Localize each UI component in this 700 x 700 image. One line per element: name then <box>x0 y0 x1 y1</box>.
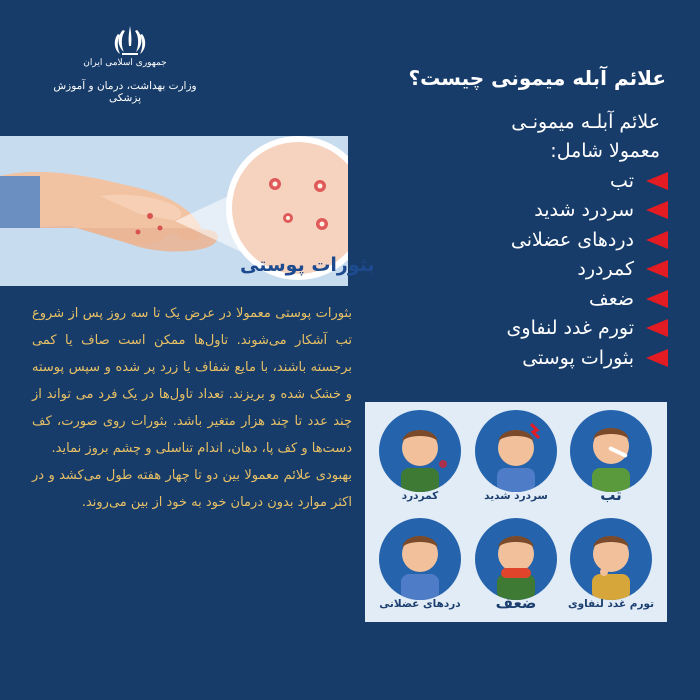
government-name: جمهوری اسلامی ایران <box>83 58 167 68</box>
symptoms-list <box>507 166 668 373</box>
paragraph-recovery: بهبودی علائم معمولا بین دو تا چهار هفته طول می‌کشد و در اکثر موارد بدون درمان خود به خود از بین می‌روند. <box>32 468 352 510</box>
skin-rash-label: بثورات پوستی <box>240 254 375 276</box>
symptom-card-fever <box>570 410 652 492</box>
symptom-item: ضعف <box>507 284 668 314</box>
boy-headache-icon <box>475 410 557 492</box>
symptom-item: تب <box>507 166 668 196</box>
symptom-item: دردهای عضلانی <box>507 225 668 255</box>
card-label-weakness: ضعف <box>495 594 537 612</box>
red-triangle-icon <box>646 231 668 249</box>
page-title: علائم آبله میمونی چیست؟ <box>408 66 666 90</box>
red-triangle-icon <box>646 260 668 278</box>
symptom-card-headache <box>475 410 557 492</box>
card-label-headache: سردرد شدید <box>484 490 548 502</box>
symptom-item: تورم غدد لنفاوی <box>507 314 668 344</box>
red-triangle-icon <box>646 201 668 219</box>
card-label-fever: تب <box>600 486 622 504</box>
boy-backache-icon <box>379 410 461 492</box>
symptom-card-muscle <box>379 518 461 600</box>
symptom-card-backache <box>379 410 461 492</box>
symptom-item: سردرد شدید <box>507 196 668 226</box>
boy-lymph-icon <box>570 518 652 600</box>
boy-weakness-icon <box>475 518 557 600</box>
symptom-card-weakness <box>475 518 557 600</box>
ministry-name: وزارت بهداشت، درمان و آموزش پزشکی <box>53 80 197 104</box>
description-paragraph <box>32 300 352 516</box>
symptom-item: بثورات پوستی <box>507 343 668 373</box>
symptom-card-lymph <box>570 518 652 600</box>
symptoms-grid <box>365 402 667 622</box>
paragraph-rash: بثورات پوستی معمولا در عرض یک تا سه روز پس از شروع تب آشکار می‌شوند. تاول‌ها ممکن است صاف یا کمی برجسته باشند، با مایع شفاف یا زرد پر شده و سپس پوسته و خشک شده و بریزند. تعداد تاول‌ها در یک فرد می تواند از چند عدد تا چند هزار متغیر باشد. بثورات روی صورت، کف دست‌ها و کف پا، دهان، اندام تناسلی و چشم بروز نماید. <box>32 306 352 456</box>
red-triangle-icon <box>646 319 668 337</box>
card-label-muscle: دردهای عضلانی <box>379 598 461 610</box>
red-triangle-icon <box>646 349 668 367</box>
red-triangle-icon <box>646 290 668 308</box>
boy-muscle-pain-icon <box>379 518 461 600</box>
card-label-lymph: تورم غدد لنفاوی <box>567 598 655 610</box>
boy-fever-icon <box>570 410 652 492</box>
symptom-item: کمردرد <box>507 255 668 285</box>
symptoms-intro: علائم آبلـه میمونـی معمولا شامل: <box>511 111 660 162</box>
card-label-backache: کمردرد <box>401 490 439 502</box>
red-triangle-icon <box>646 172 668 190</box>
